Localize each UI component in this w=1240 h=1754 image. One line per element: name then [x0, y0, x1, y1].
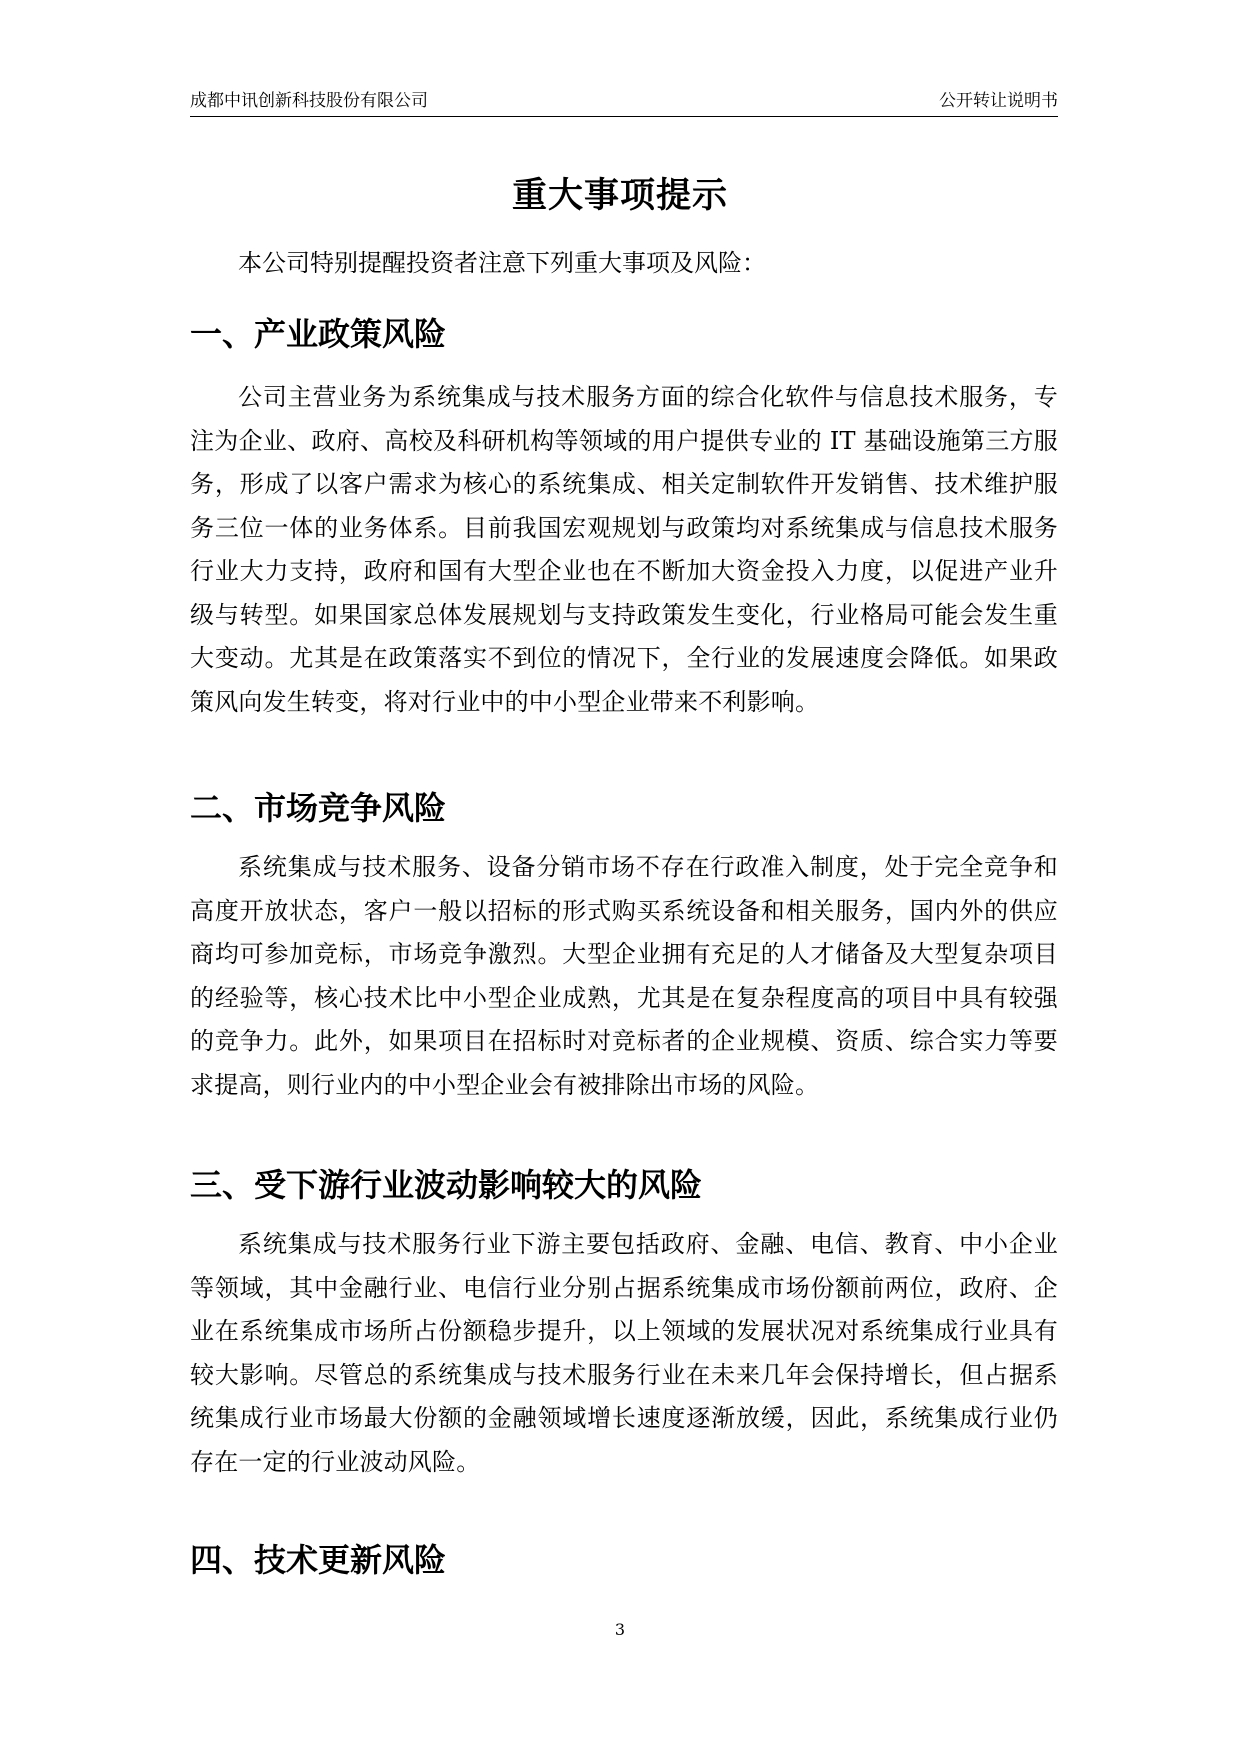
section-heading-4: 四、技术更新风险 [190, 1541, 447, 1579]
page-title: 重大事项提示 [511, 176, 728, 216]
section-heading-3: 三、受下游行业波动影响较大的风险 [190, 1166, 703, 1204]
section-heading-2: 二、市场竞争风险 [190, 789, 447, 827]
page-number: 3 [614, 1620, 626, 1639]
section-body-3: 系统集成与技术服务行业下游主要包括政府、金融、电信、教育、中小企业等领域，其中金融行业、电信行业分别占据系统集成市场份额前两位，政府、企业在系统集成市场所占份额稳步提升，以上领域的发展状况对系统集成行业具有较大影响。尽管总的系统集成与技术服务行业在未来几年会保持增长，但占据系统集成行业市场最大份额的金融领域增长速度逐渐放缓，因此，系统集成行业仍存在一定的行业波动风险。 [190, 1230, 1058, 1476]
header-company: 成都中讯创新科技股份有限公司 [190, 91, 428, 111]
header-doc-type: 公开转让说明书 [939, 91, 1058, 111]
section-body-1: 公司主营业务为系统集成与技术服务方面的综合化软件与信息技术服务，专注为企业、政府、高校及科研机构等领域的用户提供专业的 IT 基础设施第三方服务，形成了以客户需求为核心的系统集成、相关定制软件开发销售、技术维护服务三位一体的业务体系。目前我国宏观规划与政策均对系统集成与信息技术服务行业大力支持，政府和国有大型企业也在不断加大资金投入力度，以促进产业升级与转型。如果国家总体发展规划与支持政策发生变化，行业格局可能会发生重大变动。尤其是在政策落实不到位的情况下，全行业的发展速度会降低。如果政策风向发生转变，将对行业中的中小型企业带来不利影响。 [190, 383, 1058, 716]
section-body-2: 系统集成与技术服务、设备分销市场不存在行政准入制度，处于完全竞争和高度开放状态，客户一般以招标的形式购买系统设备和相关服务，国内外的供应商均可参加竞标，市场竞争激烈。大型企业拥有充足的人才储备及大型复杂项目的经验等，核心技术比中小型企业成熟，尤其是在复杂程度高的项目中具有较强的竞争力。此外，如果项目在招标时对竞标者的企业规模、资质、综合实力等要求提高，则行业内的中小型企业会有被排除出市场的风险。 [190, 853, 1058, 1099]
intro-paragraph: 本公司特别提醒投资者注意下列重大事项及风险： [238, 249, 766, 277]
section-heading-1: 一、产业政策风险 [190, 315, 447, 353]
page-header [190, 86, 1058, 117]
